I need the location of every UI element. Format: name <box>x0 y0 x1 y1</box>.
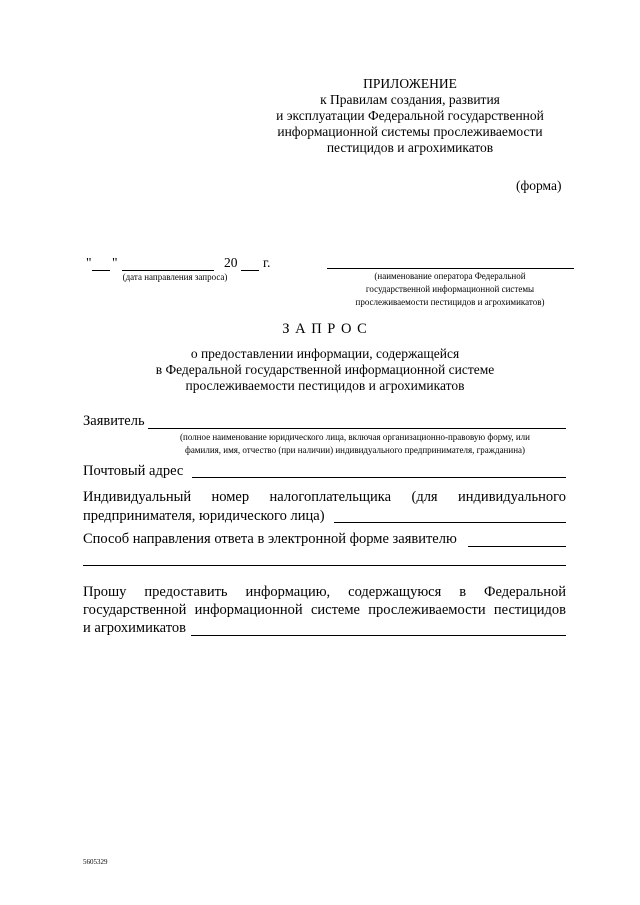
date-quote-open: " <box>86 255 92 270</box>
postal-label: Почтовый адрес <box>83 463 184 479</box>
applicant-caption-1: (полное наименование юридического лица, включая организационно-правовую форму, или <box>180 432 530 442</box>
appendix-title: ПРИЛОЖЕНИЕ <box>363 76 457 91</box>
request-sub-3: прослеживаемости пестицидов и агрохимикатов <box>185 378 465 393</box>
ask-line-3: и агрохимикатов <box>83 620 186 636</box>
reply-method-field-continued[interactable] <box>83 565 566 566</box>
applicant-field[interactable] <box>148 428 566 429</box>
reply-method-field[interactable] <box>468 546 566 547</box>
footer-code: 5605329 <box>83 858 108 866</box>
inn-line-1: Индивидуальный номер налогоплательщика (для индивидуального <box>83 489 566 505</box>
postal-address-field[interactable] <box>192 477 566 478</box>
request-sub-1: о предоставлении информации, содержащейся <box>190 346 460 361</box>
operator-caption-3: прослеживаемости пестицидов и агрохимикатов) <box>355 297 545 307</box>
date-caption: (дата направления запроса) <box>122 272 228 282</box>
appendix-header <box>245 76 575 156</box>
form-label: (форма) <box>516 178 562 193</box>
requested-info-field[interactable] <box>191 635 566 636</box>
request-heading <box>80 321 570 394</box>
request-title: З А П Р О С <box>282 321 368 337</box>
ask-line-1: Прошу предоставить информацию, содержащуюся в Федеральной <box>83 584 566 600</box>
operator-caption-2: государственной информационной системы <box>365 284 535 294</box>
date-quote-close: " <box>112 255 118 270</box>
request-sub-2: в Федеральной государственной информационной системе <box>155 362 495 377</box>
date-year-prefix: 20 <box>224 255 238 270</box>
appendix-line-3: информационной системы прослеживаемости <box>277 124 543 139</box>
appendix-line-4: пестицидов и агрохимикатов <box>326 140 494 155</box>
applicant-label: Заявитель <box>83 413 145 429</box>
request-subtitle <box>80 346 570 394</box>
reply-label: Способ направления ответа в электронной форме заявителю <box>83 531 457 547</box>
operator-caption <box>330 270 570 309</box>
inn-line-2: предпринимателя, юридического лица) <box>83 508 325 524</box>
ask-line-2: государственной информационной системе прослеживаемости пестицидов <box>83 602 566 618</box>
operator-name-field[interactable] <box>327 268 574 269</box>
appendix-line-2: и эксплуатации Федеральной государственной <box>276 108 544 123</box>
appendix-line-1: к Правилам создания, развития <box>320 92 500 107</box>
date-day-field[interactable] <box>92 270 110 271</box>
applicant-caption <box>140 431 570 457</box>
applicant-caption-2: фамилия, имя, отчество (при наличии) индивидуального предпринимателя, гражданина) <box>184 445 525 455</box>
date-year-suffix: г. <box>263 255 271 270</box>
operator-caption-1: (наименование оператора Федеральной <box>374 271 526 281</box>
date-year-field[interactable] <box>241 270 259 271</box>
date-month-field[interactable] <box>122 270 214 271</box>
inn-field[interactable] <box>334 522 566 523</box>
